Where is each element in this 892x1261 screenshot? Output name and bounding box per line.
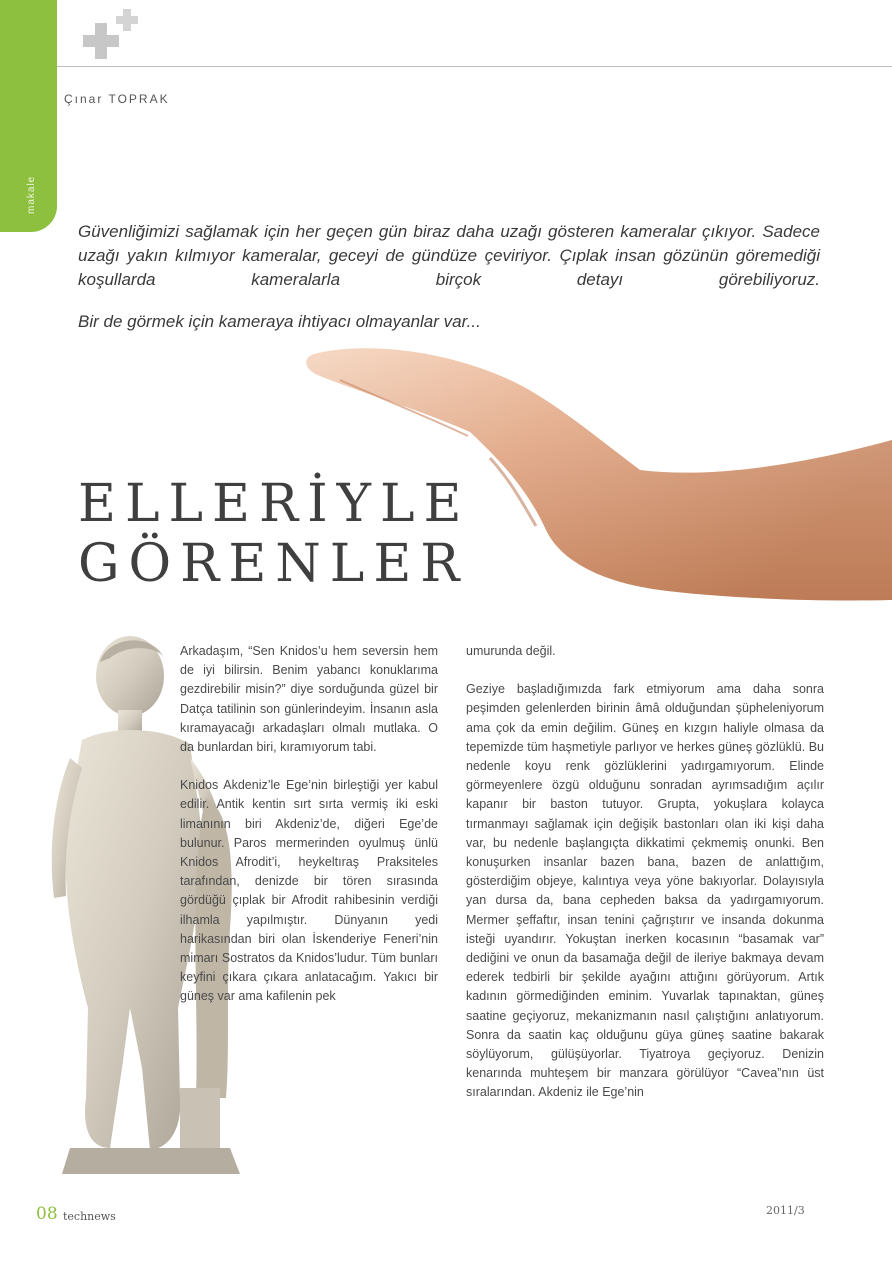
magazine-name: technews	[63, 1210, 116, 1223]
body-paragraph: Geziye başladığımızda fark etmiyorum ama daha sonra peşimden gelenlerden birinin âmâ olduğundan şüpheleniyorum ama çok da emin değilim. Güneş en kızgın haliyle olmasa da tepemizde tüm haşmetiyle parlıyor ve herkes güneş gözlüklü. Bu nedenle koyu renk gözlüklerini yadırgamıyorum. Elinde görmeyenlere özgü olduğunu sonradan ayrımsadığım açılır kapanır bir baston tutuyor. Grupta, yokuşlara kolayca tırmanmayı sağlamak için değişik bastonları olan iki kişi daha var, bu nedenle başlangıçta dikkatimi çekmemiş onunki. Ben konuşurken insanlar bazen bana, bazen de anlattığım, gösterdiğim objeye, kalıntıya veya yöne bakıyorlar. Dolayısıyla yan dursa da, bana cepheden baksa da yadırgamıyorum. Mermer şeffaftır, insan tenini çağrıştırır ve insanda dokunma isteği uyandırır. Yokuştan inerken kocasının “basamak var” dediğini ve onun da basamağa değil de ileriye bakmaya devam ederek tedbirli bir şekilde ayağını attığını görüyorum. Artık kadının görmediğinden eminim. Yuvarlak tapınaktan, güneş saatine geçiyoruz, mekanizmanın nasıl çalıştığını anlatıyorum. Sonra da saatin kaç olduğunu güya güneş saatine bakarak söylüyorum, gülüşüyorlar. Tiyatroya geçiyoruz. Denizin kenarında muhteşem bir manzara görülüyor “Cavea”nın üst sıralarından. Akdeniz ile Ege’nin	[466, 682, 824, 1100]
author-name: Çınar TOPRAK	[64, 92, 170, 106]
article-title	[78, 474, 471, 594]
body-paragraph: umurunda değil.	[466, 644, 556, 658]
plus-logo-icon	[82, 7, 144, 59]
body-column-right	[466, 642, 824, 1122]
body-paragraph: Arkadaşım, “Sen Knidos’u hem seversin hem de iyi bilirsin. Benim yabancı konuklarıma gezdirebilir misin?” diye sorduğunda güzel bir Datça tatilinin son günlerindeyim. İnsanın asla kıramayacağı arkadaşları olmalı mutlaka. O da bunlardan biri, kıramıyorum tabi.	[180, 644, 438, 755]
body-column-left	[180, 642, 438, 1026]
page-number: 08	[36, 1204, 58, 1224]
header-rule	[57, 66, 892, 67]
lead-tagline: Bir de görmek için kameraya ihtiyacı olmayanlar var...	[78, 312, 481, 331]
body-paragraph: Knidos Akdeniz’le Ege’nin birleştiği yer kabul edilir. Antik kentin sırt sırta vermiş iki eski limanının biri Akdeniz’de, diğeri Ege’de bulunur. Paros mermerinden oyulmuş ünlü Knidos Afrodit’i, heykeltıraş Praksiteles tarafından, denizde bir tören sırasında gördüğü çıplak bir Afrodit rahibesinin verdiği ilhamla yapılmıştır. Dünyanın yedi harikasından biri olan İskenderiye Feneri’nin mimarı Sostratos da Knidos’ludur. Tüm bunları keyfini çıkara çıkara anlatacağım. Yakıcı bir güneş var ama kafilenin pek	[180, 778, 438, 1004]
sidebar-tab	[0, 0, 57, 232]
title-line-2: GÖRENLER	[78, 534, 469, 594]
section-label: makale	[26, 175, 37, 214]
issue-number: 2011/3	[766, 1204, 805, 1217]
title-line-1: ELLERİYLE	[78, 474, 471, 534]
lead-paragraph: Güvenliğimizi sağlamak için her geçen gün biraz daha uzağı gösteren kameralar çıkıyor. Sadece uzağı yakın kılmıyor kameralar, geceyi de gündüze çeviriyor. Çıplak insan gözünün göremediği koşullarda kameralarla birçok detayı görebiliyoruz.	[78, 222, 820, 289]
